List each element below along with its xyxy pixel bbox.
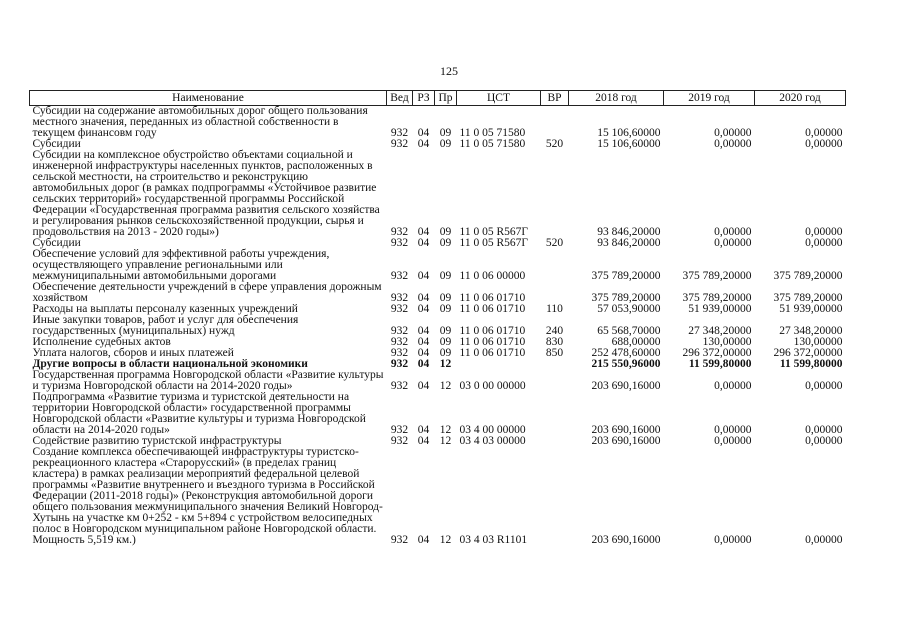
row-vr — [541, 392, 569, 436]
row-2019: 130,00000 — [702, 336, 752, 348]
row-rz: 04 — [417, 303, 430, 315]
row-name: Иные закупки товаров, работ и услуг для обеспечения государственных (муниципальных) нужд — [32, 314, 299, 337]
row-2020: 0,00000 — [805, 127, 843, 139]
row-name: Уплата налогов, сборов и иных платежей — [32, 347, 234, 359]
row-vr — [541, 359, 569, 370]
header-2020: 2020 год — [755, 91, 846, 106]
row-ved: 932 — [390, 325, 409, 337]
row-2018: 203 690,16000 — [591, 435, 661, 447]
row-vr — [541, 282, 569, 304]
row-2019: 0,00000 — [714, 127, 752, 139]
row-2018: 65 568,70000 — [597, 325, 661, 337]
header-ved: Вед — [387, 91, 413, 106]
row-2019: 0,00000 — [714, 435, 752, 447]
table-row — [30, 315, 846, 337]
row-rz: 04 — [417, 424, 430, 436]
table-row — [30, 392, 846, 436]
row-2019: 0,00000 — [714, 226, 752, 238]
row-2020: 11 599,80000 — [779, 358, 843, 370]
row-ved: 932 — [390, 138, 409, 150]
row-name: Субсидии — [32, 237, 81, 249]
row-ved: 932 — [390, 292, 409, 304]
row-ved: 932 — [390, 270, 409, 282]
row-pr: 09 — [439, 127, 452, 139]
row-cst: 11 0 05 71580 — [459, 127, 526, 139]
row-pr: 09 — [439, 270, 452, 282]
row-vr — [541, 436, 569, 447]
row-2020: 375 789,20000 — [773, 292, 843, 304]
row-cst: 11 0 06 01710 — [459, 303, 526, 315]
row-pr: 09 — [439, 336, 452, 348]
row-pr: 09 — [439, 237, 452, 249]
row-rz: 04 — [417, 325, 430, 337]
row-2018: 375 789,20000 — [591, 270, 661, 282]
row-ved: 932 — [390, 336, 409, 348]
row-2019: 51 939,00000 — [688, 303, 752, 315]
row-vr: 850 — [545, 347, 564, 359]
row-2018: 57 053,90000 — [597, 303, 661, 315]
row-vr: 110 — [546, 303, 563, 315]
row-cst: 03 0 00 00000 — [459, 380, 526, 392]
row-rz: 04 — [417, 270, 430, 282]
row-name: Подпрограмма «Развитие туризма и туристской деятельности на территории Новгородской области» государственной программы Новгородской области «Развитие культуры и туризма Новгородской области на 2014-2020 годы» — [32, 391, 366, 436]
row-cst: 03 4 00 00000 — [459, 424, 526, 436]
row-2020: 0,00000 — [805, 226, 843, 238]
row-2019: 0,00000 — [714, 138, 752, 150]
row-vr — [541, 150, 569, 238]
row-pr: 12 — [439, 534, 452, 546]
row-pr: 09 — [439, 292, 452, 304]
row-2018: 203 690,16000 — [591, 424, 661, 436]
row-name: Исполнение судебных актов — [32, 336, 171, 348]
row-ved: 932 — [390, 534, 409, 546]
row-2020: 0,00000 — [805, 237, 843, 249]
row-ved: 932 — [390, 347, 409, 359]
table-body — [30, 106, 846, 547]
row-name: Обеспечение деятельности учреждений в сфере управления дорожным хозяйством — [32, 281, 382, 304]
row-vr — [541, 249, 569, 282]
row-2020: 375 789,20000 — [773, 270, 843, 282]
table-row — [30, 106, 846, 140]
row-rz: 04 — [417, 358, 430, 370]
row-2019: 0,00000 — [714, 424, 752, 436]
row-2020: 0,00000 — [805, 424, 843, 436]
row-2018: 93 846,20000 — [597, 237, 661, 249]
row-ved: 932 — [390, 237, 409, 249]
row-vr — [541, 106, 569, 140]
row-cst: 11 0 06 01710 — [459, 347, 526, 359]
row-rz: 04 — [417, 347, 430, 359]
row-2018: 15 106,60000 — [597, 127, 661, 139]
row-pr: 12 — [439, 380, 452, 392]
table-row — [30, 249, 846, 282]
row-pr: 09 — [439, 138, 452, 150]
row-2018: 688,00000 — [611, 336, 661, 348]
row-cst: 03 4 03 R1101 — [459, 534, 528, 546]
row-2020: 130,00000 — [793, 336, 843, 348]
row-cst: 03 4 03 00000 — [459, 435, 526, 447]
row-name: Создание комплекса обеспечивающей инфраструктуры туристско-рекреационного кластера «Старорусский» (в пределах границ кластера) в рамках реализации мероприятий федеральной целевой программы «Развитие внутреннего и въездного туризма в Российской Федерации (2011-2018 годы)» (Реконструкция автомобильной дороги общего пользования межмуниципального значения Великий Новгород-Хутынь на участке км 0+252 - км 5+894 с устройством велосипедных полос в Новгородском муниципальном районе Новгородской области. Мощность 5,519 км.) — [32, 446, 383, 546]
row-rz: 04 — [417, 237, 430, 249]
row-pr: 09 — [439, 303, 452, 315]
row-cst: 11 0 06 01710 — [459, 292, 526, 304]
table-header-row — [30, 91, 846, 106]
budget-table — [29, 90, 846, 546]
row-2018: 203 690,16000 — [591, 380, 661, 392]
row-2020: 0,00000 — [805, 380, 843, 392]
row-rz: 04 — [417, 138, 430, 150]
row-2018: 203 690,16000 — [591, 534, 661, 546]
row-rz: 04 — [417, 226, 430, 238]
row-pr: 12 — [439, 424, 452, 436]
row-ved: 932 — [390, 226, 409, 238]
row-2020: 0,00000 — [805, 138, 843, 150]
header-cst: ЦСТ — [457, 91, 541, 106]
row-name: Субсидии — [32, 138, 81, 150]
row-name: Расходы на выплаты персоналу казенных учреждений — [32, 303, 298, 315]
row-2020: 296 372,00000 — [773, 347, 843, 359]
row-2018: 15 106,60000 — [597, 138, 661, 150]
row-2020: 0,00000 — [805, 435, 843, 447]
row-vr: 830 — [545, 336, 564, 348]
row-2019: 11 599,80000 — [688, 358, 752, 370]
table-row — [30, 282, 846, 304]
row-2018: 215 550,96000 — [591, 358, 661, 370]
header-pr: Пр — [435, 91, 457, 106]
row-cst: 11 0 05 R567Г — [459, 226, 529, 238]
row-rz: 04 — [417, 380, 430, 392]
row-name: Обеспечение условий для эффективной работы учреждения, осуществляющего управление региональными или межмуниципальными автомобильными дорогами — [32, 248, 330, 282]
row-ved: 932 — [390, 303, 409, 315]
row-2020: 51 939,00000 — [779, 303, 843, 315]
page-number: 125 — [440, 64, 458, 78]
row-name: Содействие развитию туристской инфраструктуры — [32, 435, 282, 447]
row-cst: 11 0 06 01710 — [459, 325, 526, 337]
row-cst: 11 0 05 71580 — [459, 138, 526, 150]
row-rz: 04 — [417, 336, 430, 348]
row-2019: 0,00000 — [714, 237, 752, 249]
row-2019: 375 789,20000 — [682, 292, 752, 304]
header-2019: 2019 год — [664, 91, 755, 106]
row-ved: 932 — [390, 127, 409, 139]
row-2019: 0,00000 — [714, 534, 752, 546]
row-rz: 04 — [417, 292, 430, 304]
row-cst: 11 0 06 00000 — [459, 270, 526, 282]
row-vr: 520 — [545, 138, 564, 150]
table-row — [30, 370, 846, 392]
row-ved: 932 — [390, 358, 409, 370]
row-pr: 09 — [439, 347, 452, 359]
row-cst: 11 0 05 R567Г — [459, 237, 529, 249]
row-pr: 12 — [439, 435, 452, 447]
row-2019: 0,00000 — [714, 380, 752, 392]
header-rz: РЗ — [413, 91, 435, 106]
row-2019: 375 789,20000 — [682, 270, 752, 282]
row-rz: 04 — [417, 435, 430, 447]
row-pr: 12 — [439, 358, 452, 370]
row-2019: 296 372,00000 — [682, 347, 752, 359]
header-2018: 2018 год — [569, 91, 664, 106]
table-row — [30, 150, 846, 238]
row-2020: 27 348,20000 — [779, 325, 843, 337]
row-name: Субсидии на комплексное обустройство объектами социальной и инженерной инфраструктуры населенных пунктов, расположенных в сельской местности, на строительство и реконструкцию автомобильных дорог (в рамках подпрограммы «Устойчивое развитие сельских территорий» государственной программы Российской Федерации «Государственная программа развития сельского хозяйства и регулирования рынков сельскохозяйственной продукции, сырья и продовольствия на 2013 - 2020 годы») — [32, 149, 380, 238]
row-ved: 932 — [390, 380, 409, 392]
row-ved: 932 — [390, 435, 409, 447]
row-2018: 93 846,20000 — [597, 226, 661, 238]
row-name: Государственная программа Новгородской области «Развитие культуры и туризма Новгородской области на 2014-2020 годы» — [32, 369, 384, 392]
row-2018: 252 478,60000 — [591, 347, 661, 359]
row-2019: 27 348,20000 — [688, 325, 752, 337]
row-cst: 11 0 06 01710 — [459, 336, 526, 348]
row-pr: 09 — [439, 226, 452, 238]
table-row — [30, 447, 846, 546]
row-cst — [457, 359, 541, 370]
row-pr: 09 — [439, 325, 452, 337]
row-vr: 240 — [545, 325, 564, 337]
row-2020: 0,00000 — [805, 534, 843, 546]
header-vr: ВР — [541, 91, 569, 106]
row-2018: 375 789,20000 — [591, 292, 661, 304]
row-vr: 520 — [545, 237, 564, 249]
row-name: Субсидии на содержание автомобильных дорог общего пользования местного значения, переданных из областной собственности в текущем финансовм году — [32, 105, 368, 139]
row-vr — [541, 370, 569, 392]
row-rz: 04 — [417, 127, 430, 139]
row-ved: 932 — [390, 424, 409, 436]
row-rz: 04 — [417, 534, 430, 546]
header-name: Наименование — [30, 91, 387, 106]
row-vr — [541, 447, 569, 546]
row-name: Другие вопросы в области национальной экономики — [32, 358, 308, 370]
